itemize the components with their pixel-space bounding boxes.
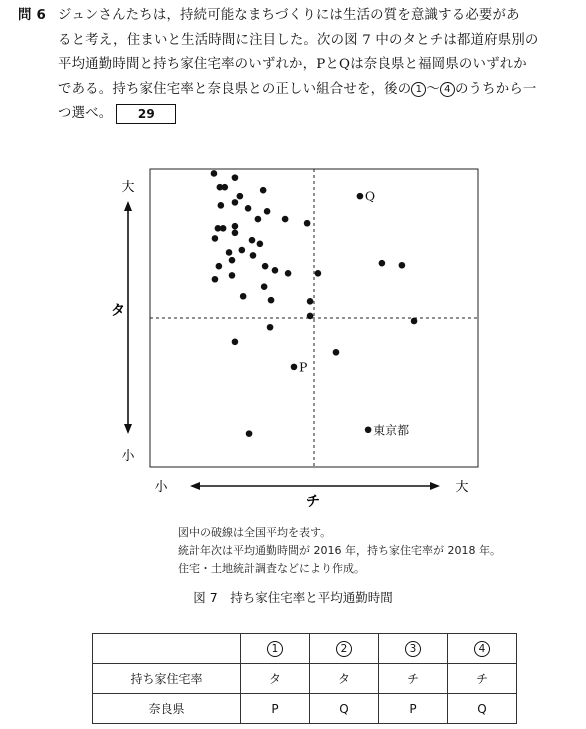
option-number-1: 1 bbox=[267, 641, 283, 657]
options-header-row bbox=[93, 634, 517, 664]
data-point-labeled bbox=[357, 193, 364, 200]
data-point-labeled bbox=[291, 364, 298, 371]
x-axis-low-label: 小 bbox=[154, 480, 168, 495]
data-point bbox=[212, 235, 219, 242]
data-point bbox=[268, 297, 275, 304]
data-point bbox=[232, 199, 239, 206]
point-label: Q bbox=[364, 188, 376, 204]
point-label: P bbox=[298, 359, 308, 375]
data-point bbox=[232, 229, 239, 236]
options-corner-cell bbox=[93, 634, 241, 664]
data-point bbox=[220, 225, 227, 232]
option-cell: タ bbox=[310, 664, 379, 694]
option-header-4 bbox=[448, 634, 517, 664]
data-point bbox=[249, 237, 256, 244]
question-line-5-text: つ選べ。 bbox=[58, 106, 113, 121]
options-table bbox=[92, 633, 517, 724]
data-point bbox=[250, 252, 257, 259]
figure-notes bbox=[178, 524, 501, 578]
y-axis-name: タ bbox=[111, 303, 125, 319]
y-axis-high-label: 大 bbox=[121, 180, 135, 195]
data-point bbox=[245, 205, 252, 212]
data-point bbox=[282, 216, 289, 223]
option-number-3: 3 bbox=[405, 641, 421, 657]
note-line-2: 統計年次は平均通勤時間が 2016 年，持ち家住宅率が 2018 年。 bbox=[178, 544, 501, 557]
option-cell: タ bbox=[241, 664, 310, 694]
note-line-1: 図中の破線は全国平均を表す。 bbox=[178, 526, 332, 539]
figure-caption: 図 7 持ち家住宅率と平均通勤時間 bbox=[193, 590, 393, 605]
data-point bbox=[399, 262, 406, 269]
data-point bbox=[229, 257, 236, 264]
data-point bbox=[226, 249, 233, 256]
range-separator: ～ bbox=[426, 81, 440, 97]
average-reference-lines bbox=[150, 169, 478, 467]
choice-marker-first: 1 bbox=[411, 82, 426, 97]
data-point bbox=[211, 170, 218, 177]
data-point bbox=[255, 216, 262, 223]
row-label-homeownership: 持ち家住宅率 bbox=[93, 664, 241, 694]
data-point bbox=[304, 220, 311, 227]
data-point bbox=[218, 202, 225, 209]
option-cell: チ bbox=[448, 664, 517, 694]
data-point bbox=[333, 349, 340, 356]
data-point bbox=[262, 263, 269, 270]
option-header-2 bbox=[310, 634, 379, 664]
data-point bbox=[315, 270, 322, 277]
data-point bbox=[307, 313, 314, 320]
row-label-nara: 奈良県 bbox=[93, 694, 241, 724]
data-point bbox=[239, 247, 246, 254]
y-axis-low-label: 小 bbox=[121, 449, 135, 464]
data-point bbox=[216, 263, 223, 270]
data-point bbox=[246, 430, 253, 437]
point-label: 東京都 bbox=[373, 423, 410, 438]
data-point bbox=[212, 276, 219, 283]
question-line-1: ジュンさんたちは，持続可能なまちづくりには生活の質を意識する必要があ bbox=[58, 8, 520, 23]
data-point bbox=[232, 174, 239, 181]
data-point bbox=[232, 339, 239, 346]
choice-marker-last: 4 bbox=[440, 82, 455, 97]
option-number-4: 4 bbox=[474, 641, 490, 657]
option-cell: Q bbox=[310, 694, 379, 724]
data-point bbox=[257, 240, 264, 247]
data-point bbox=[260, 187, 267, 194]
question-number: 問 6 bbox=[18, 8, 46, 23]
data-point-labeled bbox=[365, 426, 372, 433]
data-point bbox=[261, 283, 268, 290]
option-header-1 bbox=[241, 634, 310, 664]
question-line-2: ると考え，住まいと生活時間に注目した。次の図 7 中のタとチは都道府県別の bbox=[58, 32, 539, 48]
note-line-3: 住宅・土地統計調査などにより作成。 bbox=[178, 562, 365, 575]
data-point bbox=[307, 298, 314, 305]
option-header-3 bbox=[379, 634, 448, 664]
data-point bbox=[285, 270, 292, 277]
data-point bbox=[411, 318, 418, 325]
x-axis-name: チ bbox=[306, 494, 320, 510]
data-point bbox=[379, 260, 386, 267]
data-point bbox=[267, 324, 274, 331]
options-row-nara bbox=[93, 694, 517, 724]
option-cell: P bbox=[241, 694, 310, 724]
data-point bbox=[240, 293, 247, 300]
data-point bbox=[272, 267, 279, 274]
option-cell: チ bbox=[379, 664, 448, 694]
option-cell: Q bbox=[448, 694, 517, 724]
option-number-2: 2 bbox=[336, 641, 352, 657]
point-labels bbox=[299, 189, 409, 438]
question-line-4-text: である。持ち家住宅率と奈良県との正しい組合せを，後の bbox=[58, 81, 412, 97]
question-line-3: 平均通勤時間と持ち家住宅率のいずれか，PとQは奈良県と福岡県のいずれか bbox=[58, 57, 527, 72]
data-point bbox=[221, 184, 228, 191]
data-point bbox=[232, 223, 239, 230]
x-axis-high-label: 大 bbox=[455, 480, 469, 495]
data-point bbox=[229, 272, 236, 279]
data-point bbox=[237, 193, 244, 200]
options-row-homeownership bbox=[93, 664, 517, 694]
data-point bbox=[264, 208, 271, 215]
option-cell: P bbox=[379, 694, 448, 724]
answer-box[interactable]: 29 bbox=[116, 104, 176, 124]
question-line-4-tail: のうちから一 bbox=[454, 81, 537, 97]
